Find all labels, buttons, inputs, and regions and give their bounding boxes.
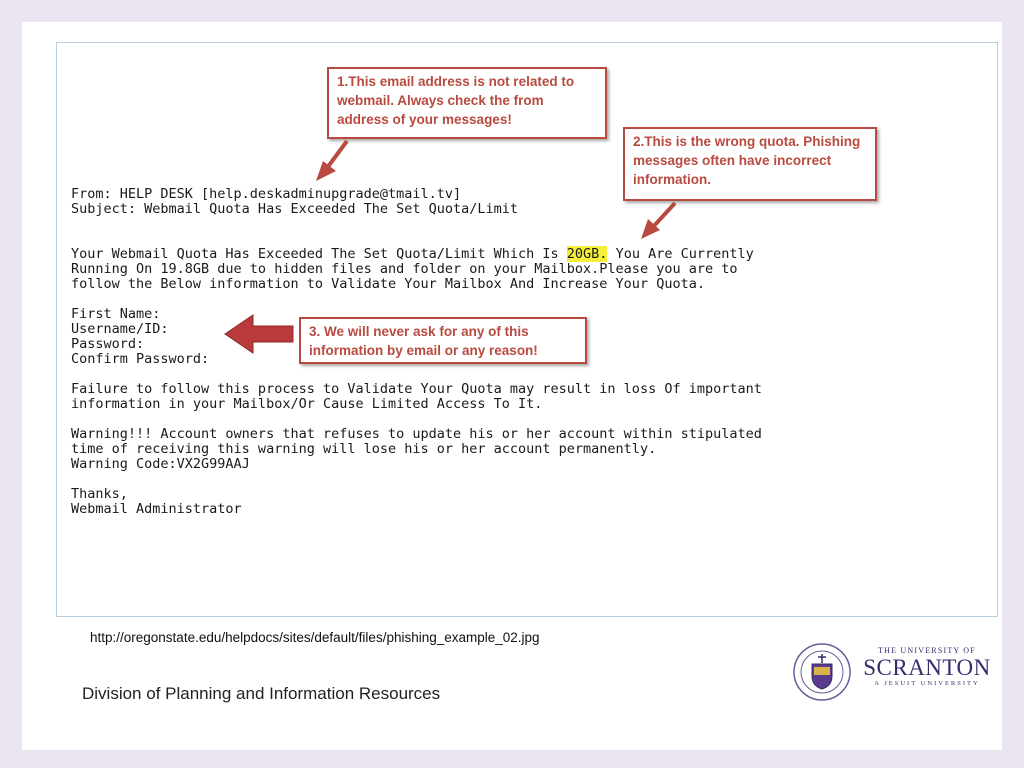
callout-arrows	[57, 43, 999, 618]
university-logo	[792, 642, 1000, 704]
university-seal-icon	[792, 642, 852, 702]
body-text: You Are Currently	[607, 246, 754, 262]
body-paragraph-2-line-2: information in your Mailbox/Or Cause Limited Access To It.	[71, 396, 543, 412]
quota-highlight: 20GB.	[566, 246, 608, 262]
from-line: From: HELP DESK [help.deskadminupgrade@tmail.tv]	[71, 186, 462, 202]
callout-from-address: 1.This email address is not related to webmail. Always check the from address of your messages!	[327, 67, 607, 139]
signoff-thanks: Thanks,	[71, 486, 128, 502]
warning-code: Warning Code:VX2G99AAJ	[71, 456, 250, 472]
callout-never-ask: 3. We will never ask for any of this information by email or any reason!	[299, 317, 587, 364]
field-password: Password:	[71, 336, 145, 352]
field-username: Username/ID:	[71, 321, 169, 337]
arrow-to-quota	[641, 203, 675, 239]
body-paragraph-2-line-1: Failure to follow this process to Validate Your Quota may result in loss Of important	[71, 381, 762, 397]
signoff-name: Webmail Administrator	[71, 501, 242, 517]
email-screenshot	[56, 42, 998, 617]
wordmark-main: SCRANTON	[863, 655, 991, 680]
university-wordmark	[854, 646, 1000, 687]
arrow-to-fields	[225, 315, 293, 353]
field-first-name: First Name:	[71, 306, 161, 322]
body-paragraph-1-line-2: Running On 19.8GB due to hidden files and folder on your Mailbox.Please you are to	[71, 261, 738, 277]
wordmark-sub: A JESUIT UNIVERSITY	[874, 680, 980, 687]
field-confirm-password: Confirm Password:	[71, 351, 210, 367]
subject-line: Subject: Webmail Quota Has Exceeded The Set Quota/Limit	[71, 201, 519, 217]
slide	[22, 22, 1002, 750]
warning-line-1: Warning!!! Account owners that refuses to update his or her account within stipulated	[71, 426, 762, 442]
source-url: http://oregonstate.edu/helpdocs/sites/default/files/phishing_example_02.jpg	[90, 630, 540, 645]
body-text: Your Webmail Quota Has Exceeded The Set Quota/Limit Which Is	[71, 246, 567, 262]
arrow-to-from-address	[316, 141, 347, 181]
footer-division: Division of Planning and Information Resources	[82, 684, 441, 703]
wordmark-top: THE UNIVERSITY OF	[878, 646, 976, 655]
callout-wrong-quota: 2.This is the wrong quota. Phishing messages often have incorrect information.	[623, 127, 877, 201]
body-paragraph-1-line-3: follow the Below information to Validate Your Mailbox And Increase Your Quota.	[71, 276, 705, 292]
warning-line-2: time of receiving this warning will lose his or her account permanently.	[71, 441, 657, 457]
